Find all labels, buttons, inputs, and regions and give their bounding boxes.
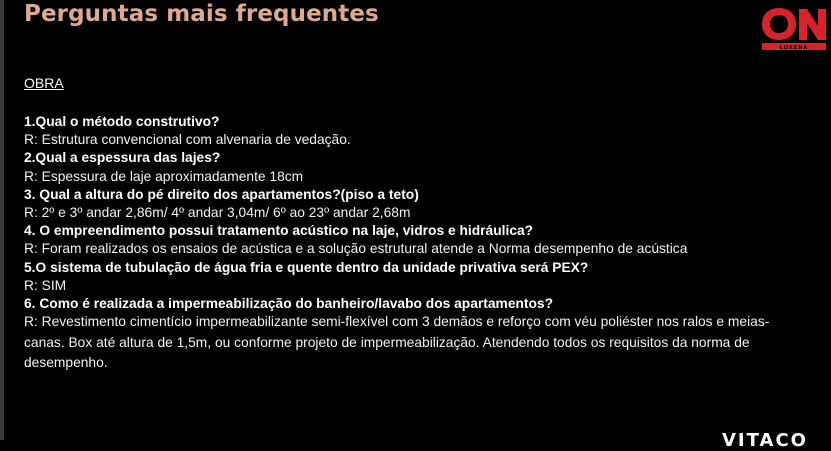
faq-question-6: 6. Como é realizada a impermeabilização do banheiro/lavabo dos apartamentos?	[24, 296, 554, 312]
faq-question-2: 2.Qual a espessura das lajes?	[24, 150, 221, 166]
faq-answer-6: R: Revestimento cimentício impermeabilizante semi-flexível com 3 demãos e reforço com véu poliéster nos ralos e meias-canas. Box até altura de 1,5m, ou conforme projeto de impermeabilização. Atendendo todos os requisitos da norma de desempenho.	[24, 314, 770, 371]
faq-question-4: 4. O empreendimento possui tratamento acústico na laje, vidros e hidráulica?	[24, 223, 534, 239]
section-heading-obra: OBRA	[24, 75, 64, 91]
on-logo	[760, 6, 828, 52]
faq-question-5: 5.O sistema de tubulação de água fria e quente dentro da unidade privativa será PEX?	[24, 259, 589, 275]
faq-question-1: 1.Qual o método construtivo?	[24, 114, 220, 129]
faq-answer-3: R: 2º e 3º andar 2,86m/ 4º andar 3,04m/ 6º ao 23º andar 2,68m	[24, 205, 411, 221]
footer-brand-logo: VITACO	[722, 430, 808, 451]
logo-subtext: LORENA	[779, 45, 809, 51]
faq-answer-4: R: Foram realizados os ensaios de acústica e a solução estrutural atende a Norma desempenho de acústica	[24, 241, 688, 257]
faq-answer-2: R: Espessura de laje aproximadamente 18cm	[24, 168, 304, 184]
left-edge-bar	[0, 0, 4, 440]
faq-list	[24, 113, 799, 374]
faq-question-3: 3. Qual a altura do pé direito dos apartamentos?(piso a teto)	[24, 186, 419, 202]
faq-answer-1: R: Estrutura convencional com alvenaria de vedação.	[24, 132, 351, 148]
page-title: Perguntas mais frequentes	[24, 1, 379, 27]
faq-answer-5: R: SIM	[24, 277, 67, 293]
